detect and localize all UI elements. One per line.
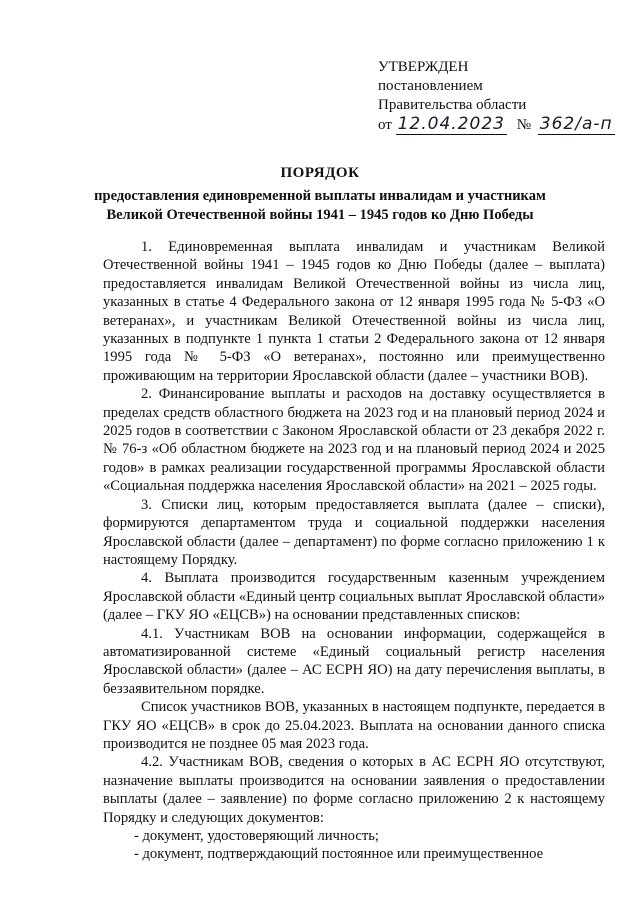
paragraph-4: 4. Выплата производится государственным казенным учреждением Ярославской области «Единый центр социальных выплат Ярославской области» (далее – ГКУ ЯО «ЕЦСВ») на основании представленных списков: (103, 570, 605, 624)
date-prefix: от (378, 117, 392, 133)
document-title (90, 163, 550, 225)
list-item-id-document: - документ, удостоверяющий личность; (134, 828, 379, 844)
title-main: ПОРЯДОК (280, 165, 360, 181)
title-subtitle-line-2: Великой Отечественной войны 1941 – 1945 годов ко Дню Победы (106, 207, 534, 223)
list-item-residence-document: - документ, подтверждающий постоянное или преимущественное (134, 846, 544, 863)
paragraph-4-1: 4.1. Участникам ВОВ на основании информации, содержащейся в автоматизированной системе «Единый социальный регистр населения Ярославской области» (далее – АС ЕСРН ЯО) на дату перечисления выплаты, в беззаявительном порядке. (103, 625, 605, 697)
paragraph-1: 1. Единовременная выплата инвалидам и участникам Великой Отечественной войны 1941 – 1945 годов ко Дню Победы (далее – выплата) предоставляется инвалидам Великой Отечественной войны из числа лиц, указанных в статье 4 Федерального закона от 12 января 1995 года № 5-ФЗ «О ветеранах», и участникам Великой Отечественной войны из числа лиц, указанных в подпункте 1 пункта 1 статьи 2 Федерального закона от 12 января 1995 года № 5-ФЗ «О ветеранах», постоянно или преимущественно проживающим на территории Ярославской области (далее – участники ВОВ). (103, 239, 605, 384)
approval-government-line: Правительства области (378, 97, 527, 113)
approval-heading: УТВЕРЖДЕН (378, 59, 469, 75)
approval-block (378, 58, 628, 135)
paragraph-4-1-list: Список участников ВОВ, указанных в настоящем подпункте, передается в ГКУ ЯО «ЕЦСВ» в срок до 25.04.2023. Выплата на основании данного списка производится не позднее 05 мая 2023 года. (103, 699, 605, 752)
title-subtitle-line-1: предоставления единовременной выплаты инвалидам и участникам (94, 188, 546, 204)
paragraph-4-2: 4.2. Участникам ВОВ, сведения о которых в АС ЕСРН ЯО отсутствуют, назначение выплаты производится на основании заявления о предоставлении выплаты (далее – заявление) по форме согласно приложению 2 к настоящему Порядку и следующих документов: (103, 754, 605, 826)
handwritten-date: 12.04.2023 (397, 114, 505, 134)
approval-date-number-line (378, 115, 628, 135)
document-body (103, 238, 605, 864)
paragraph-2: 2. Финансирование выплаты и расходов на доставку осуществляется в пределах средств областного бюджета на 2023 год и на плановый период 2024 и 2025 годов в соответствии с Законом Ярославской области от 23 декабря 2022 г. № 76-з «Об областном бюджете на 2023 год и на плановый период 2024 и 2025 годов» в рамках реализации государственной программы Ярославской области «Социальная поддержка населения Ярославской области» на 2021 – 2025 годы. (103, 386, 605, 495)
number-prefix: № (516, 117, 532, 133)
paragraph-3: 3. Списки лиц, которым предоставляется выплата (далее – списки), формируются департаментом труда и социальной поддержки населения Ярославской области (далее – департамент) по форме согласно приложению 1 к настоящему Порядку. (103, 496, 605, 568)
approval-decree-line: постановлением (378, 78, 483, 94)
handwritten-number: 362/а-п (539, 114, 613, 134)
